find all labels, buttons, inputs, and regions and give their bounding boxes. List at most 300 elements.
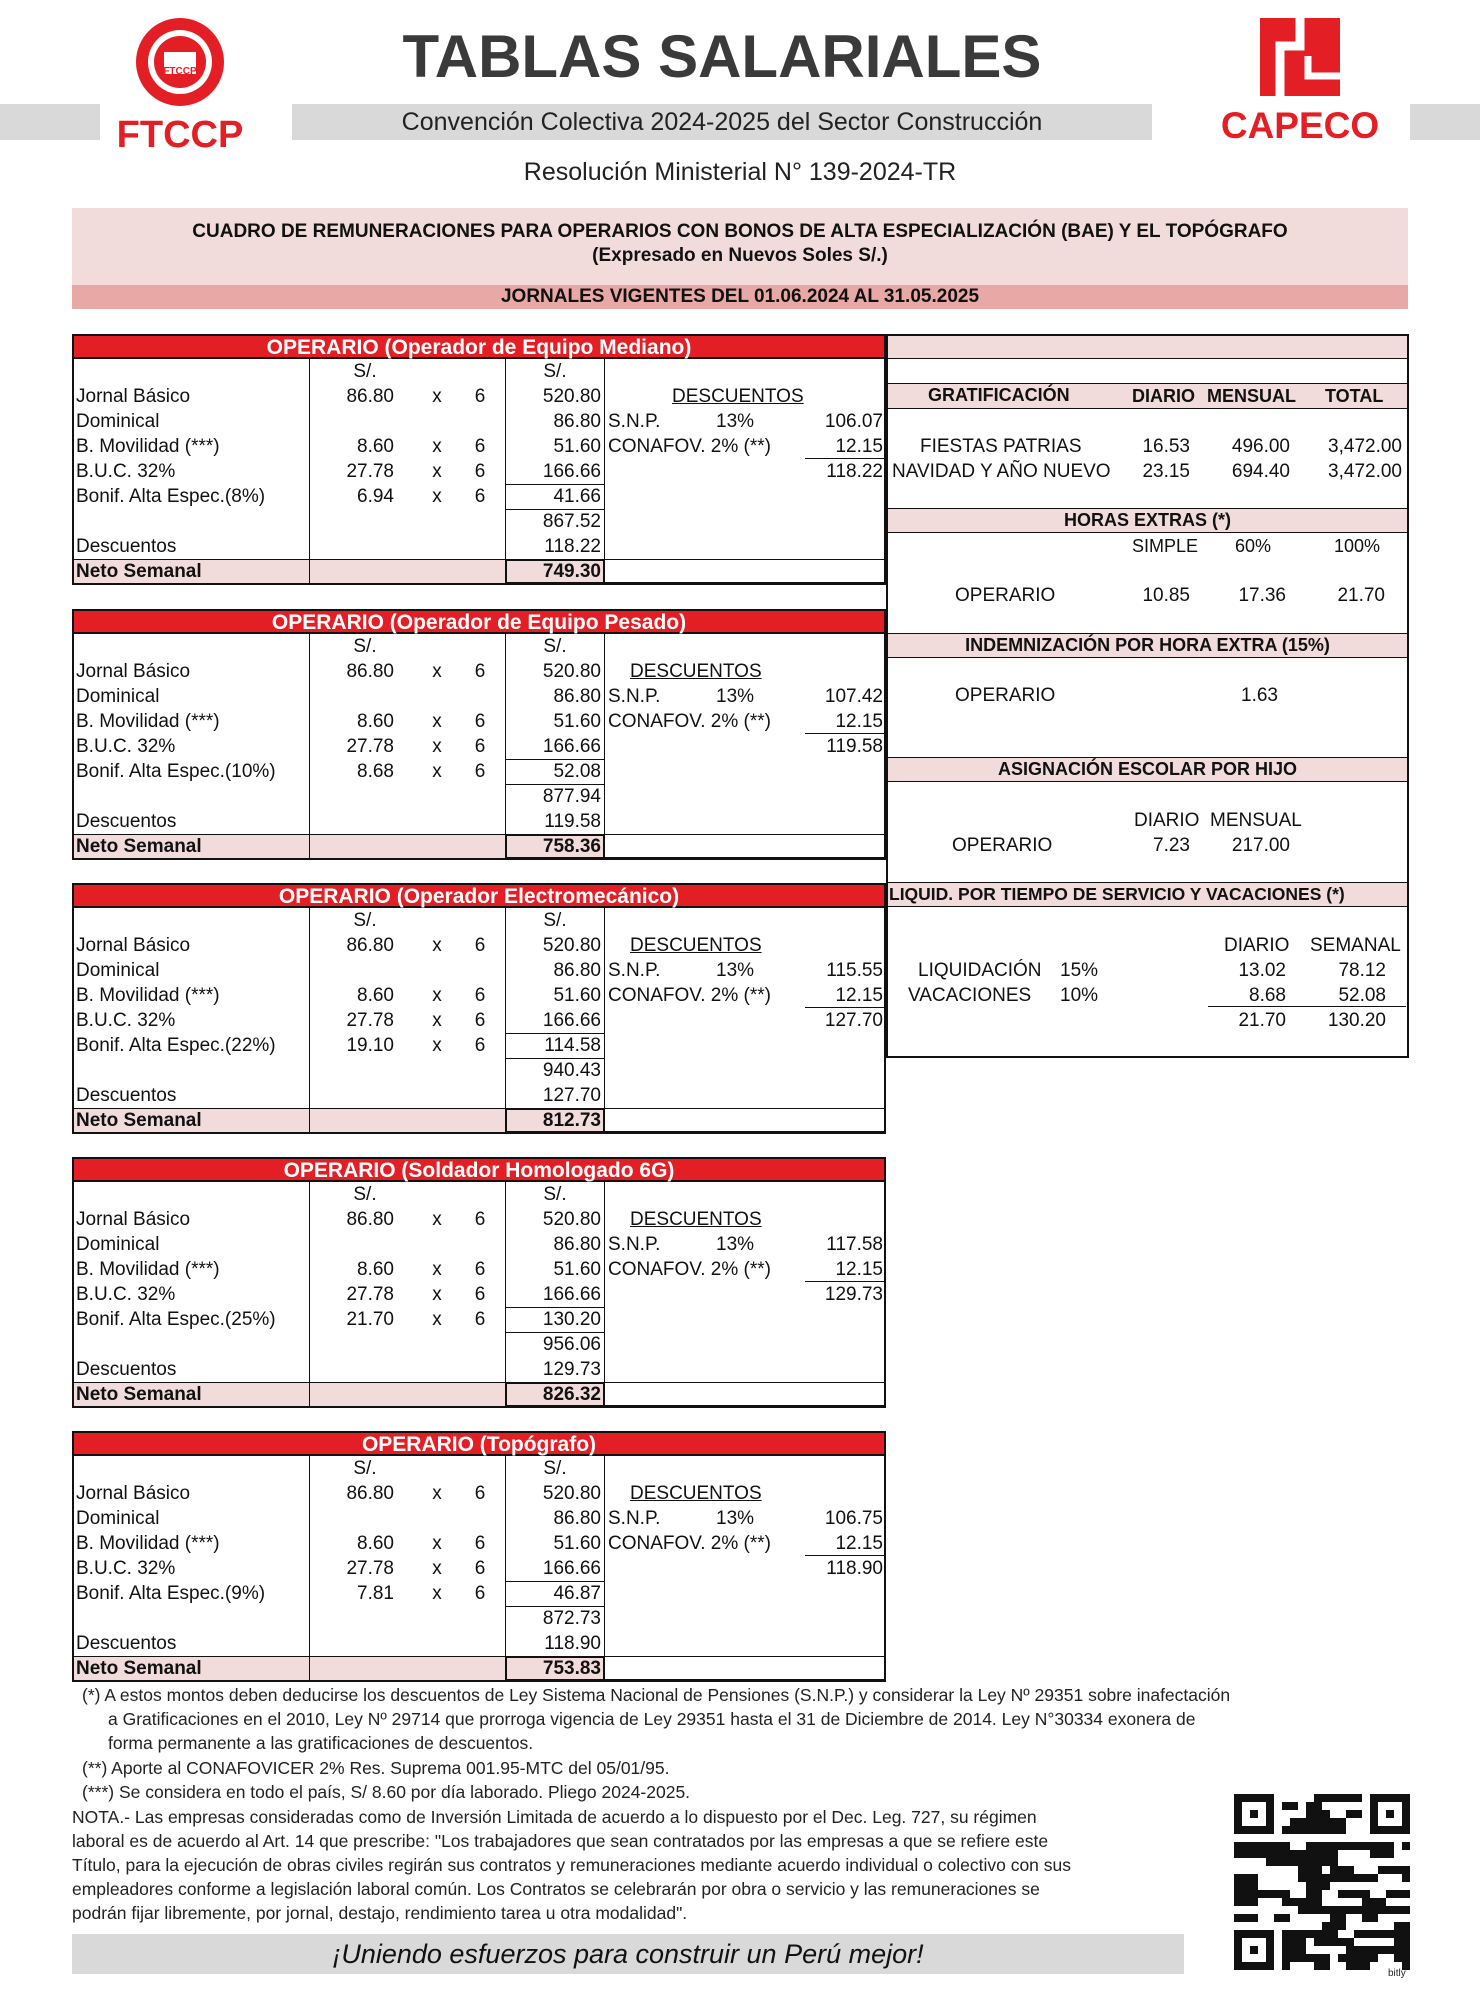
banner-subtitle: (Expresado en Nuevos Soles S/.) [592, 245, 888, 266]
days-count: 6 [474, 761, 486, 782]
operario-total-bonif-total: 41.66 [553, 486, 601, 507]
operario-table-title: OPERARIO (Operador de Equipo Mediano) [72, 334, 886, 359]
operario-neto-value: 749.30 [542, 561, 601, 582]
snp-value: 106.75 [824, 1508, 883, 1529]
divider [72, 1681, 886, 1682]
operario-row-label-descuentos: Descuentos [76, 1633, 177, 1654]
days-count: 6 [474, 386, 486, 407]
divider [888, 657, 1407, 658]
operario-rate: 7.81 [357, 1583, 394, 1604]
descuentos-total: 129.73 [824, 1284, 883, 1305]
days-count: 6 [474, 436, 486, 457]
snp-pct: 13% [716, 686, 755, 707]
descuentos-total: 118.22 [826, 461, 883, 482]
operario-row-label-descuentos: Descuentos [76, 536, 177, 557]
snp-pct: 13% [716, 960, 755, 981]
descuentos-total: 119.58 [826, 736, 883, 757]
operario-table-title: OPERARIO (Operador de Equipo Pesado) [72, 609, 886, 634]
operario-row-label-dominical: Dominical [76, 1234, 160, 1255]
operario-rate: 86.80 [346, 386, 394, 407]
asignacion-title: ASIGNACIÓN ESCOLAR POR HIJO [997, 759, 1298, 779]
currency-label: S/. [543, 636, 567, 657]
gratificacion-col-total: TOTAL [1325, 386, 1384, 406]
times-sign: x [432, 461, 442, 482]
operario-rate: 27.78 [346, 1284, 394, 1305]
nota-line-4: empleadores conforme a legislación laboral común. Los Contratos se celebrarán por obra o servicio y las remuneraciones se [72, 1879, 1040, 1899]
operario-total-subtotal: 877.94 [542, 786, 601, 807]
divider [1208, 1006, 1406, 1007]
operario-total-dominical: 86.80 [553, 960, 601, 981]
snp-label: S.N.P. [608, 960, 661, 981]
column-divider [604, 359, 605, 584]
neto-value-box [505, 834, 605, 859]
operario-row-label-buc: B.U.C. 32% [76, 1010, 176, 1031]
operario-total-mov-total: 51.60 [553, 1533, 601, 1554]
operario-total-jornal-total: 520.80 [542, 935, 601, 956]
operario-rate: 8.60 [357, 985, 394, 1006]
asignacion-mensual: 217.00 [1231, 835, 1290, 856]
ftccp-logo [100, 14, 260, 156]
operario-rate: 27.78 [346, 1558, 394, 1579]
indemnizacion-label: OPERARIO [955, 685, 1056, 706]
neto-value-box [505, 1382, 605, 1407]
times-sign: x [432, 661, 442, 682]
operario-total-descuentos: 118.22 [544, 536, 601, 557]
times-sign: x [432, 386, 442, 407]
snp-label: S.N.P. [608, 411, 661, 432]
times-sign: x [432, 1583, 442, 1604]
column-divider [309, 1182, 310, 1407]
times-sign: x [432, 1558, 442, 1579]
times-sign: x [432, 1010, 442, 1031]
column-divider [505, 1182, 506, 1407]
period-bar: JORNALES VIGENTES DEL 01.06.2024 AL 31.05.2025 [72, 285, 1408, 309]
snp-label: S.N.P. [608, 686, 661, 707]
days-count: 6 [474, 1284, 486, 1305]
column-divider [604, 908, 605, 1133]
footer-band [72, 1934, 1184, 1974]
operario-total-jornal-total: 520.80 [542, 386, 601, 407]
operario-total-subtotal: 940.43 [542, 1060, 601, 1081]
horas-extras-col-100: 100% [1334, 536, 1381, 556]
header-gray-bar-left [0, 104, 100, 140]
ftccp-seal-text: FTCCP [163, 66, 197, 77]
operario-table-title: OPERARIO (Soldador Homologado 6G) [72, 1157, 886, 1182]
operario-table-title: OPERARIO (Operador Electromecánico) [72, 883, 886, 908]
note-1b: a Gratificaciones en el 2010, Ley Nº 29714 que prorroga vigencia de Ley 29351 hasta el 31 de Diciembre de 2014. Ley N°30334 exonera de [108, 1709, 1196, 1729]
conafov-value: 12.15 [835, 436, 883, 457]
descuentos-header: DESCUENTOS [630, 661, 762, 682]
operario-row-label-bonif: Bonif. Alta Espec.(10%) [76, 761, 276, 782]
operario-row-label-dominical: Dominical [76, 411, 160, 432]
operario-row-label-bonif: Bonif. Alta Espec.(25%) [76, 1309, 276, 1330]
currency-label: S/. [353, 361, 377, 382]
operario-total-buc-total: 166.66 [542, 736, 601, 757]
grat-row-label: NAVIDAD Y AÑO NUEVO [892, 461, 1111, 482]
page-subtitle: Convención Colectiva 2024-2025 del Sector Construcción [401, 108, 1043, 136]
operario-rate: 27.78 [346, 1010, 394, 1031]
liquidacion-total-semanal: 130.20 [1327, 1010, 1386, 1031]
operario-neto-value: 758.36 [542, 836, 601, 857]
currency-label: S/. [543, 910, 567, 931]
divider [505, 1332, 605, 1333]
currency-label: S/. [543, 1458, 567, 1479]
nota-line-1: NOTA.- Las empresas consideradas como de Inversión Limitada de acuerdo a lo dispuesto por el Dec. Leg. 727, su régimen [72, 1807, 1037, 1827]
conafov-label: CONAFOV. 2% (**) [608, 1259, 771, 1280]
times-sign: x [432, 1259, 442, 1280]
days-count: 6 [474, 1209, 486, 1230]
conafov-label: CONAFOV. 2% (**) [608, 711, 771, 732]
operario-neto-label: Neto Semanal [76, 836, 202, 857]
column-divider [309, 908, 310, 1133]
operario-row-label-movilidad: B. Movilidad (***) [76, 436, 220, 457]
divider [505, 1033, 605, 1034]
operario-rate: 8.60 [357, 436, 394, 457]
divider [505, 1606, 605, 1607]
gratificacion-col-mensual: MENSUAL [1207, 386, 1296, 406]
header-gray-bar-right [1410, 104, 1480, 140]
days-count: 6 [474, 1259, 486, 1280]
grat-row-label: FIESTAS PATRIAS [920, 436, 1082, 457]
banner [72, 208, 1408, 285]
times-sign: x [432, 486, 442, 507]
operario-row-label-buc: B.U.C. 32% [76, 461, 176, 482]
divider [505, 509, 605, 510]
currency-label: S/. [543, 361, 567, 382]
descuentos-header: DESCUENTOS [672, 386, 804, 407]
days-count: 6 [474, 711, 486, 732]
conafov-value: 12.15 [835, 1533, 883, 1554]
conafov-value: 12.15 [835, 985, 883, 1006]
conafov-value: 12.15 [835, 1259, 883, 1280]
divider [888, 906, 1407, 907]
divider [72, 1382, 886, 1383]
column-divider [505, 908, 506, 1133]
column-divider [309, 359, 310, 584]
times-sign: x [432, 935, 442, 956]
asignacion-label: OPERARIO [952, 835, 1053, 856]
divider [888, 358, 1407, 359]
gratificacion-col-diario: DIARIO [1132, 386, 1195, 406]
horas-extras-col-simple: SIMPLE [1132, 536, 1199, 556]
operario-neto-value: 753.83 [542, 1658, 601, 1679]
snp-pct: 13% [716, 1508, 755, 1529]
operario-row-label-buc: B.U.C. 32% [76, 1284, 176, 1305]
divider [72, 1407, 886, 1408]
resolution-text: Resolución Ministerial N° 139-2024-TR [523, 158, 957, 186]
operario-neto-value: 812.73 [542, 1110, 601, 1131]
operario-neto-label: Neto Semanal [76, 1110, 202, 1131]
column-divider [604, 1456, 605, 1681]
operario-rate: 6.94 [357, 486, 394, 507]
snp-value: 115.55 [826, 960, 883, 981]
descuentos-header: DESCUENTOS [630, 935, 762, 956]
currency-label: S/. [353, 636, 377, 657]
asignacion-col-mensual: MENSUAL [1210, 810, 1302, 831]
operario-total-subtotal: 956.06 [542, 1334, 601, 1355]
operario-rate: 8.68 [357, 761, 394, 782]
grat-row-total: 3,472.00 [1328, 461, 1402, 482]
liquidacion-row-label: LIQUIDACIÓN [918, 960, 1042, 981]
times-sign: x [432, 736, 442, 757]
snp-pct: 13% [716, 1234, 755, 1255]
divider [72, 1108, 886, 1109]
operario-row-label-descuentos: Descuentos [76, 811, 177, 832]
operario-total-subtotal: 867.52 [542, 511, 601, 532]
days-count: 6 [474, 461, 486, 482]
operario-neto-label: Neto Semanal [76, 1658, 202, 1679]
nota-line-3: Título, para la ejecución de obras civiles regirán sus contratos y remuneraciones mediante acuerdo individual o colectivo con sus [72, 1855, 1072, 1875]
times-sign: x [432, 711, 442, 732]
operario-total-jornal-total: 520.80 [542, 1483, 601, 1504]
descuentos-header: DESCUENTOS [630, 1483, 762, 1504]
liquidacion-row-pct: 15% [1060, 960, 1099, 981]
column-divider [505, 359, 506, 584]
liquidacion-row-diario: 8.68 [1249, 985, 1286, 1006]
conafov-label: CONAFOV. 2% (**) [608, 436, 771, 457]
liquidacion-col-diario: DIARIO [1224, 935, 1290, 956]
note-2: (**) Aporte al CONAFOVICER 2% Res. Suprema 001.95-MTC del 05/01/95. [82, 1758, 670, 1778]
divider [72, 1133, 886, 1134]
liquidacion-row-semanal: 52.08 [1338, 985, 1386, 1006]
grat-row-mensual: 496.00 [1231, 436, 1290, 457]
operario-row-label-descuentos: Descuentos [76, 1359, 177, 1380]
grat-row-diario: 23.15 [1142, 461, 1190, 482]
times-sign: x [432, 1483, 442, 1504]
descuentos-header: DESCUENTOS [630, 1209, 762, 1230]
operario-total-bonif-total: 52.08 [553, 761, 601, 782]
indemnizacion-value: 1.63 [1241, 685, 1278, 706]
divider [72, 859, 886, 860]
column-divider [309, 1456, 310, 1681]
qr-code-icon [1234, 1794, 1410, 1970]
operario-row-label-jornal: Jornal Básico [76, 661, 191, 682]
grat-row-total: 3,472.00 [1328, 436, 1402, 457]
days-count: 6 [474, 1558, 486, 1579]
operario-rate: 19.10 [346, 1035, 394, 1056]
days-count: 6 [474, 1010, 486, 1031]
operario-total-buc-total: 166.66 [542, 1010, 601, 1031]
days-count: 6 [474, 1583, 486, 1604]
days-count: 6 [474, 935, 486, 956]
neto-value-box [505, 559, 605, 584]
operario-row-label-jornal: Jornal Básico [76, 386, 191, 407]
divider [72, 1656, 886, 1657]
descuentos-total: 127.70 [824, 1010, 883, 1031]
divider [888, 781, 1407, 782]
horas-extras-simple: 10.85 [1142, 585, 1190, 606]
operario-total-bonif-total: 46.87 [553, 1583, 601, 1604]
operario-neto-label: Neto Semanal [76, 1384, 202, 1405]
days-count: 6 [474, 1309, 486, 1330]
operario-row-label-movilidad: B. Movilidad (***) [76, 1533, 220, 1554]
operario-row-label-bonif: Bonif. Alta Espec.(9%) [76, 1583, 266, 1604]
horas-extras-60: 17.36 [1238, 585, 1286, 606]
nota-line-2: laboral es de acuerdo al Art. 14 que prescribe: "Los trabajadores que sean contratados por las empresas a que se refiere este [72, 1831, 1049, 1851]
operario-row-label-movilidad: B. Movilidad (***) [76, 711, 220, 732]
divider [505, 1307, 605, 1308]
times-sign: x [432, 1533, 442, 1554]
right-panel-top-band [888, 336, 1407, 358]
operario-total-bonif-total: 130.20 [542, 1309, 601, 1330]
operario-rate: 86.80 [346, 1209, 394, 1230]
operario-total-dominical: 86.80 [553, 1234, 601, 1255]
operario-total-descuentos: 127.70 [542, 1085, 601, 1106]
operario-total-jornal-total: 520.80 [542, 1209, 601, 1230]
operario-total-descuentos: 129.73 [542, 1359, 601, 1380]
divider [505, 1058, 605, 1059]
times-sign: x [432, 985, 442, 1006]
operario-neto-value: 826.32 [542, 1384, 601, 1405]
operario-row-label-dominical: Dominical [76, 686, 160, 707]
operario-total-dominical: 86.80 [553, 411, 601, 432]
snp-value: 106.07 [824, 411, 883, 432]
ftccp-seal-icon [100, 14, 260, 108]
conafov-value: 12.15 [835, 711, 883, 732]
times-sign: x [432, 1284, 442, 1305]
times-sign: x [432, 1209, 442, 1230]
liquidacion-total-diario: 21.70 [1238, 1010, 1286, 1031]
operario-total-subtotal: 872.73 [542, 1608, 601, 1629]
snp-pct: 13% [716, 411, 755, 432]
operario-row-label-dominical: Dominical [76, 960, 160, 981]
operario-total-descuentos: 118.90 [544, 1633, 601, 1654]
note-1a: (*) A estos montos deben deducirse los descuentos de Ley Sistema Nacional de Pensiones (S.N.P.) y considerar la Ley Nº 29351 sobre inafectación [82, 1685, 1231, 1705]
divider [505, 484, 605, 485]
operario-total-buc-total: 166.66 [542, 1558, 601, 1579]
liquidacion-row-semanal: 78.12 [1338, 960, 1386, 981]
currency-label: S/. [353, 910, 377, 931]
horas-extras-100: 21.70 [1337, 585, 1385, 606]
divider [505, 1581, 605, 1582]
times-sign: x [432, 1035, 442, 1056]
days-count: 6 [474, 661, 486, 682]
operario-total-bonif-total: 114.58 [544, 1035, 601, 1056]
asignacion-col-diario: DIARIO [1134, 810, 1200, 831]
divider [72, 559, 886, 560]
conafov-label: CONAFOV. 2% (**) [608, 985, 771, 1006]
liquidacion-title: LIQUID. POR TIEMPO DE SERVICIO Y VACACIONES (*) [889, 884, 1345, 904]
operario-total-buc-total: 166.66 [542, 461, 601, 482]
operario-total-mov-total: 51.60 [553, 1259, 601, 1280]
operario-rate: 86.80 [346, 661, 394, 682]
operario-total-buc-total: 166.66 [542, 1284, 601, 1305]
descuentos-total: 118.90 [826, 1558, 883, 1579]
operario-rate: 86.80 [346, 1483, 394, 1504]
neto-value-box [505, 1108, 605, 1133]
capeco-emblem-icon [1190, 16, 1410, 98]
column-divider [505, 634, 506, 859]
conafov-label: CONAFOV. 2% (**) [608, 1533, 771, 1554]
currency-label: S/. [353, 1184, 377, 1205]
operario-rate: 21.70 [346, 1309, 394, 1330]
operario-total-mov-total: 51.60 [553, 711, 601, 732]
nota-line-5: podrán fijar libremente, por jornal, destajo, rendimiento tarea u otra modalidad". [72, 1903, 688, 1923]
snp-value: 107.42 [824, 686, 883, 707]
operario-rate: 8.60 [357, 711, 394, 732]
operario-row-label-buc: B.U.C. 32% [76, 1558, 176, 1579]
operario-row-label-dominical: Dominical [76, 1508, 160, 1529]
currency-label: S/. [543, 1184, 567, 1205]
divider [72, 584, 886, 585]
operario-rate: 27.78 [346, 736, 394, 757]
times-sign: x [432, 436, 442, 457]
note-3: (***) Se considera en todo el país, S/ 8.60 por día laborado. Pliego 2024-2025. [82, 1782, 691, 1802]
column-divider [604, 1182, 605, 1407]
operario-total-dominical: 86.80 [553, 1508, 601, 1529]
horas-extras-col-60: 60% [1235, 536, 1272, 556]
snp-label: S.N.P. [608, 1508, 661, 1529]
ftccp-logo-text: FTCCP [116, 114, 244, 156]
days-count: 6 [474, 1483, 486, 1504]
horas-extras-title: HORAS EXTRAS (*) [1063, 510, 1231, 530]
snp-value: 117.58 [826, 1234, 883, 1255]
operario-rate: 8.60 [357, 1259, 394, 1280]
operario-rate: 86.80 [346, 935, 394, 956]
days-count: 6 [474, 985, 486, 1006]
operario-total-jornal-total: 520.80 [542, 661, 601, 682]
capeco-logo [1190, 16, 1410, 146]
operario-row-label-buc: B.U.C. 32% [76, 736, 176, 757]
column-divider [309, 634, 310, 859]
grat-row-mensual: 694.40 [1231, 461, 1290, 482]
operario-row-label-bonif: Bonif. Alta Espec.(8%) [76, 486, 266, 507]
column-divider [604, 634, 605, 859]
days-count: 6 [474, 1533, 486, 1554]
times-sign: x [432, 761, 442, 782]
operario-row-label-jornal: Jornal Básico [76, 1483, 191, 1504]
liquidacion-row-pct: 10% [1060, 985, 1099, 1006]
times-sign: x [432, 1309, 442, 1330]
operario-neto-label: Neto Semanal [76, 561, 202, 582]
indemnizacion-title: INDEMNIZACIÓN POR HORA EXTRA (15%) [965, 635, 1330, 655]
divider [505, 784, 605, 785]
footer-slogan: ¡Uniendo esfuerzos para construir un Perú mejor! [332, 1939, 924, 1969]
note-1c: forma permanente a las gratificaciones de descuentos. [108, 1733, 534, 1753]
divider [72, 834, 886, 835]
snp-label: S.N.P. [608, 1234, 661, 1255]
operario-row-label-bonif: Bonif. Alta Espec.(22%) [76, 1035, 276, 1056]
liquidacion-row-diario: 13.02 [1238, 960, 1286, 981]
days-count: 6 [474, 486, 486, 507]
banner-title: CUADRO DE REMUNERACIONES PARA OPERARIOS CON BONOS DE ALTA ESPECIALIZACIÓN (BAE) Y EL TOPÓGRAFO [192, 221, 1288, 242]
liquidacion-col-semanal: SEMANAL [1310, 935, 1401, 956]
operario-row-label-movilidad: B. Movilidad (***) [76, 985, 220, 1006]
days-count: 6 [474, 1035, 486, 1056]
capeco-logo-text: CAPECO [1220, 105, 1380, 146]
operario-row-label-jornal: Jornal Básico [76, 1209, 191, 1230]
operario-rate: 27.78 [346, 461, 394, 482]
asignacion-diario: 7.23 [1153, 835, 1190, 856]
operario-row-label-descuentos: Descuentos [76, 1085, 177, 1106]
horas-extras-label: OPERARIO [955, 585, 1056, 606]
operario-total-descuentos: 119.58 [544, 811, 601, 832]
gratificacion-title: GRATIFICACIÓN [928, 385, 1070, 405]
divider [888, 532, 1407, 533]
operario-total-dominical: 86.80 [553, 686, 601, 707]
days-count: 6 [474, 736, 486, 757]
operario-table-title: OPERARIO (Topógrafo) [72, 1431, 886, 1456]
operario-row-label-movilidad: B. Movilidad (***) [76, 1259, 220, 1280]
operario-row-label-jornal: Jornal Básico [76, 935, 191, 956]
operario-total-mov-total: 51.60 [553, 436, 601, 457]
neto-value-box [505, 1656, 605, 1681]
operario-rate: 8.60 [357, 1533, 394, 1554]
column-divider [505, 1456, 506, 1681]
operario-total-mov-total: 51.60 [553, 985, 601, 1006]
qr-caption: bitly [1388, 1968, 1406, 1979]
liquidacion-row-label: VACACIONES [908, 985, 1032, 1006]
